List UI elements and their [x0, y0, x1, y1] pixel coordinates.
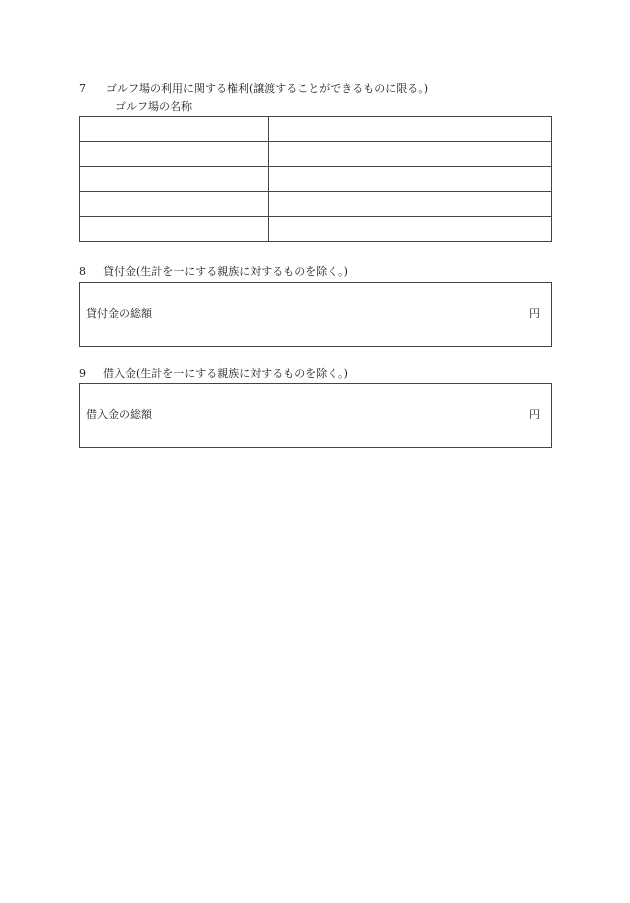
golf-course-name-cell[interactable] [80, 142, 269, 167]
golf-table-row [80, 117, 552, 142]
golf-course-detail-cell[interactable] [269, 192, 552, 217]
golf-table-row [80, 167, 552, 192]
section-9-title: 借入金(生計を一にする親族に対するものを除く。) [103, 367, 348, 380]
section-9-number: 9 [79, 367, 86, 380]
section-8-title: 貸付金(生計を一にする親族に対するものを除く。) [103, 265, 348, 278]
loans-receivable-yen: 円 [529, 307, 540, 320]
section-8-heading [79, 265, 348, 279]
loans-receivable-total-label: 貸付金の総額 [86, 307, 152, 320]
section-7-number: 7 [79, 82, 86, 95]
golf-course-name-cell[interactable] [80, 117, 269, 142]
golf-course-name-cell[interactable] [80, 217, 269, 242]
borrowings-unit [529, 408, 540, 422]
golf-course-name-cell[interactable] [80, 192, 269, 217]
borrowings-total-label: 借入金の総額 [86, 408, 152, 421]
borrowings-box [79, 383, 552, 448]
section-8-number: 8 [79, 265, 86, 278]
golf-course-name-cell[interactable] [80, 167, 269, 192]
golf-membership-table [79, 116, 552, 242]
borrowings-yen: 円 [529, 408, 540, 421]
golf-course-detail-cell[interactable] [269, 142, 552, 167]
section-9-heading [79, 367, 348, 381]
section-7-title: ゴルフ場の利用に関する権利(譲渡することができるものに限る。) [106, 82, 429, 95]
golf-course-detail-cell[interactable] [269, 167, 552, 192]
loans-receivable-unit [529, 307, 540, 321]
golf-table-row [80, 217, 552, 242]
golf-course-name-label: ゴルフ場の名称 [115, 100, 192, 113]
golf-table-row [80, 192, 552, 217]
golf-table-row [80, 142, 552, 167]
loans-receivable-box [79, 282, 552, 347]
section-7-heading [79, 82, 428, 96]
golf-course-detail-cell[interactable] [269, 217, 552, 242]
golf-course-detail-cell[interactable] [269, 117, 552, 142]
